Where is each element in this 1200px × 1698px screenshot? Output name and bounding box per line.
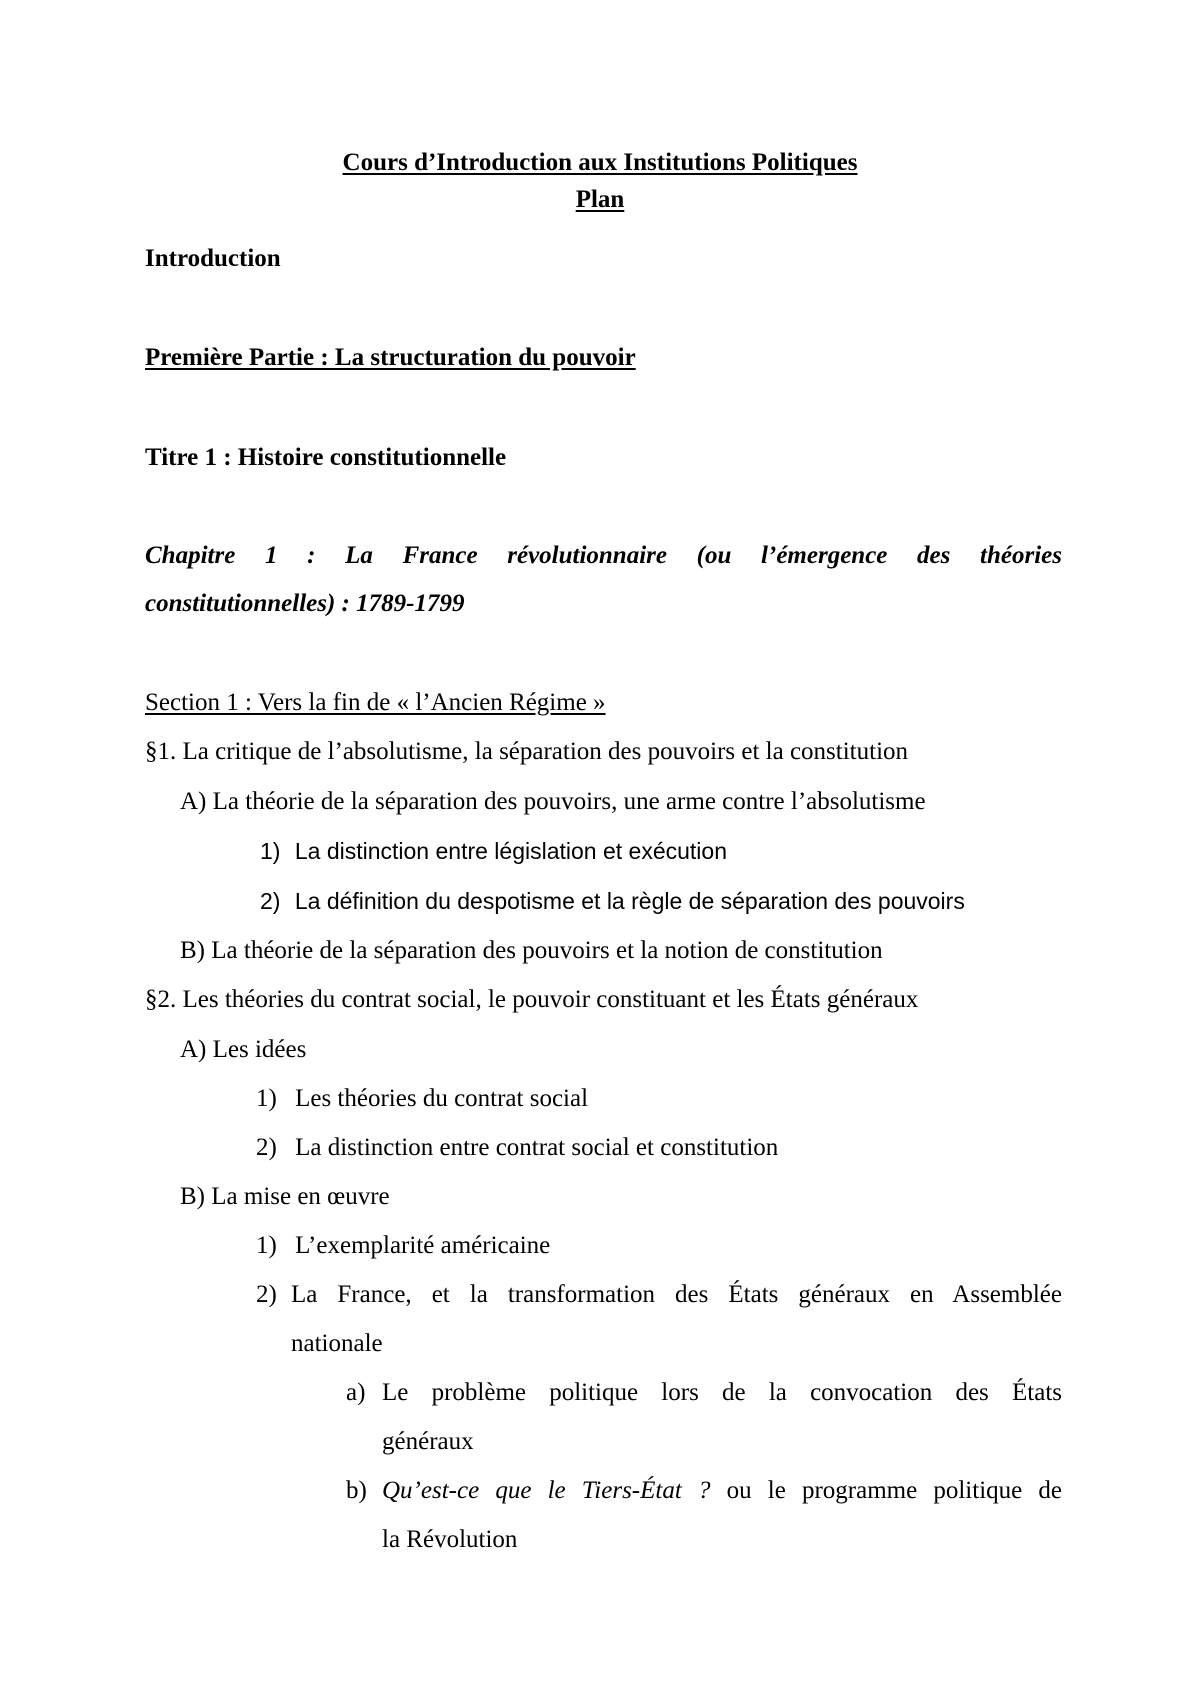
list-item-text xyxy=(382,1476,1062,1506)
list-marker: 1) xyxy=(260,838,281,864)
list-item-text-continued: nationale xyxy=(291,1330,383,1357)
document-title: Cours d’Introduction aux Institutions Politiques xyxy=(342,149,858,176)
subheading-2-b: B) La mise en œuvre xyxy=(180,1183,390,1210)
list-marker: 1) xyxy=(256,1085,277,1112)
document-subtitle: Plan xyxy=(575,186,625,213)
subheading-1-b: B) La théorie de la séparation des pouvoirs et la notion de constitution xyxy=(180,937,883,964)
part-heading: Première Partie : La structuration du pouvoir xyxy=(145,344,636,371)
list-item-text: L’exemplarité américaine xyxy=(295,1232,551,1259)
section-heading: Section 1 : Vers la fin de « l’Ancien Régime » xyxy=(145,689,606,716)
list-item-text: La définition du despotisme et la règle de séparation des pouvoirs xyxy=(294,888,965,914)
titre-heading: Titre 1 : Histoire constitutionnelle xyxy=(145,444,507,471)
book-title-italic: Qu’est-ce que le Tiers-État ? xyxy=(382,1477,711,1504)
list-marker: b) xyxy=(346,1477,367,1504)
list-item-text: La distinction entre législation et exécution xyxy=(294,838,728,864)
list-item-text: Le problème politique lors de la convocation des États xyxy=(382,1379,1062,1406)
list-item xyxy=(256,1084,588,1114)
list-marker: 2) xyxy=(260,888,281,914)
list-marker: 1) xyxy=(256,1232,277,1259)
list-marker: a) xyxy=(346,1379,366,1406)
list-item xyxy=(256,1133,778,1163)
paragraph-heading-2: §2. Les théories du contrat social, le pouvoir constituant et les États généraux xyxy=(145,986,919,1013)
list-item-text-continued: généraux xyxy=(382,1428,474,1455)
subheading-2-a: A) Les idées xyxy=(180,1036,307,1063)
list-item-text: La France, et la transformation des États généraux en Assemblée xyxy=(291,1281,1062,1308)
list-item xyxy=(256,1231,550,1261)
list-item xyxy=(260,886,965,916)
list-item-text: Les théories du contrat social xyxy=(295,1085,589,1112)
chapter-heading-line2: constitutionnelles) : 1789-1799 xyxy=(145,590,465,617)
introduction-heading: Introduction xyxy=(145,245,281,272)
chapter-heading-line1: Chapitre 1 : La France révolutionnaire (ou l’émergence des théories xyxy=(145,542,1062,569)
list-marker: 2) xyxy=(256,1281,277,1308)
subheading-1-a: A) La théorie de la séparation des pouvoirs, une arme contre l’absolutisme xyxy=(180,788,926,815)
list-marker: 2) xyxy=(256,1134,277,1161)
paragraph-heading-1: §1. La critique de l’absolutisme, la séparation des pouvoirs et la constitution xyxy=(145,738,909,765)
list-item-text: La distinction entre contrat social et constitution xyxy=(295,1134,779,1161)
list-item-text-rest: ou le programme politique de xyxy=(710,1477,1062,1504)
list-item xyxy=(260,836,727,866)
list-item-text-continued: la Révolution xyxy=(382,1526,518,1553)
